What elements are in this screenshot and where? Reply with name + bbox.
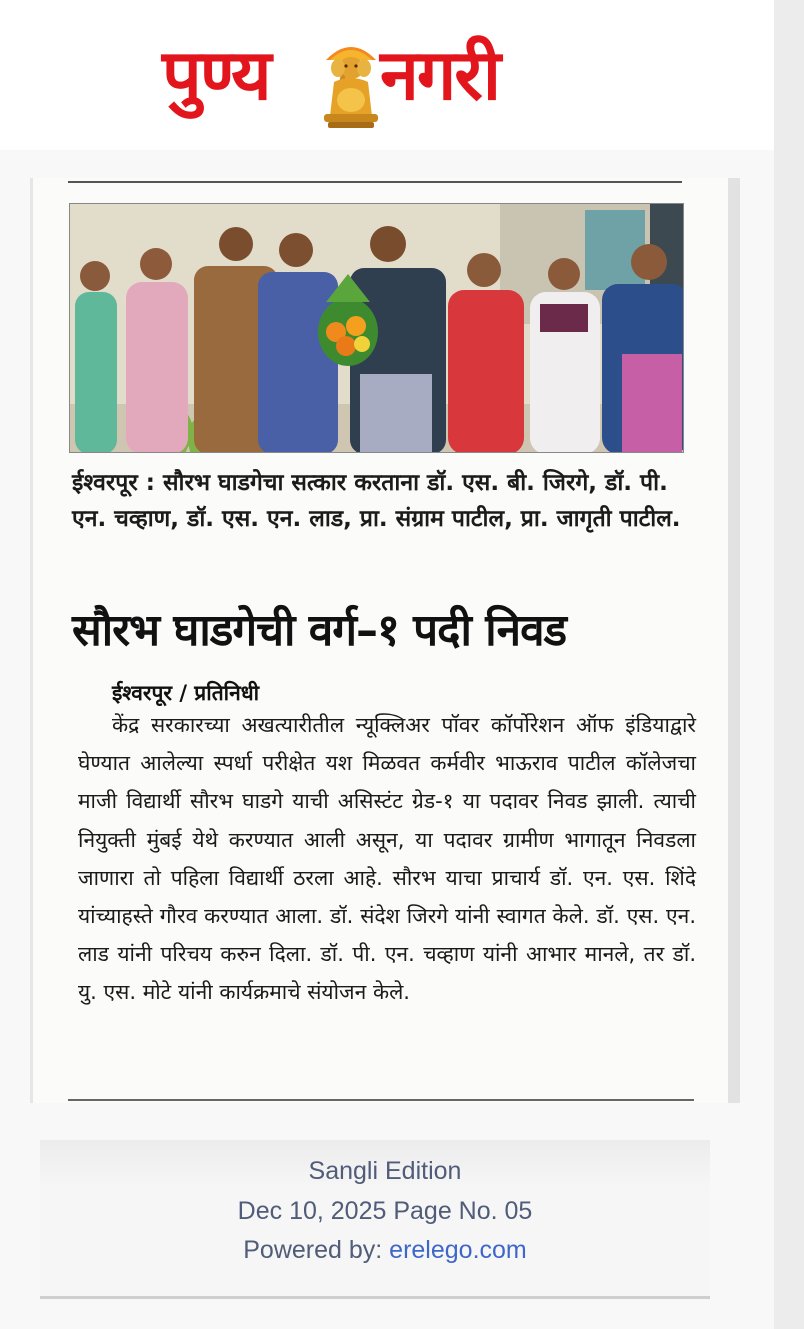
footer-divider (40, 1296, 710, 1299)
masthead (0, 0, 804, 150)
bottom-rule (68, 1099, 694, 1101)
edition-name: Sangli Edition (308, 1157, 462, 1185)
group-photo-image (70, 204, 684, 453)
powered-by (40, 1236, 730, 1265)
powered-by-label: Powered by: (243, 1236, 390, 1264)
ganesha-logo-icon (318, 38, 384, 132)
article-photo (69, 203, 684, 453)
logo-text-right: नगरी (380, 34, 500, 116)
powered-by-link[interactable]: erelego.com (389, 1236, 527, 1264)
article-dateline: ईश्वरपूर / प्रतिनिधी (112, 681, 260, 705)
top-rule (68, 181, 682, 183)
photo-caption: ईश्वरपूर : सौरभ घाडगेचा सत्कार करताना डॉ. एस. बी. जिरगे, डॉ. पी. एन. चव्हाण, डॉ. एस. एन. लाड, प्रा. संग्राम पाटील, प्रा. जागृती पाटील. (72, 470, 681, 532)
article-body (78, 706, 696, 1012)
logo-text-left: पुण्य (162, 34, 270, 116)
right-edge (774, 0, 804, 1329)
edition-date-page: Dec 10, 2025 Page No. 05 (237, 1197, 533, 1225)
article-body-text: केंद्र सरकारच्या अखत्यारीतील न्यूक्लिअर पॉवर कॉर्पोरेशन ऑफ इंडियाद्वारे घेण्यात आलेल्या स्पर्धा परीक्षेत यश मिळवत कर्मवीर भाऊराव पाटील कॉलेजचा माजी विद्यार्थी सौरभ घाडगे याची असिस्टंट ग्रेड-१ या पदावर निवड झाली. त्याची नियुक्ती मुंबई येथे करण्यात आली असून, या पदावर ग्रामीण भागातून निवडला जाणारा तो पहिला विद्यार्थी ठरला आहे. सौरभ याचा प्राचार्य डॉ. एन. एस. शिंदे यांच्याहस्ते गौरव करण्यात आला. डॉ. संदेश जिरगे यांनी स्वागत केले. डॉ. एस. एन. लाड यांनी परिचय करुन दिला. डॉ. पी. एन. चव्हाण यांनी आभार मानले, तर डॉ. यु. एस. मोटे यांनी कार्यक्रमाचे संयोजन केले. (78, 713, 696, 1005)
article-headline: सौरभ घाडगेची वर्ग–१ पदी निवड (72, 605, 567, 656)
